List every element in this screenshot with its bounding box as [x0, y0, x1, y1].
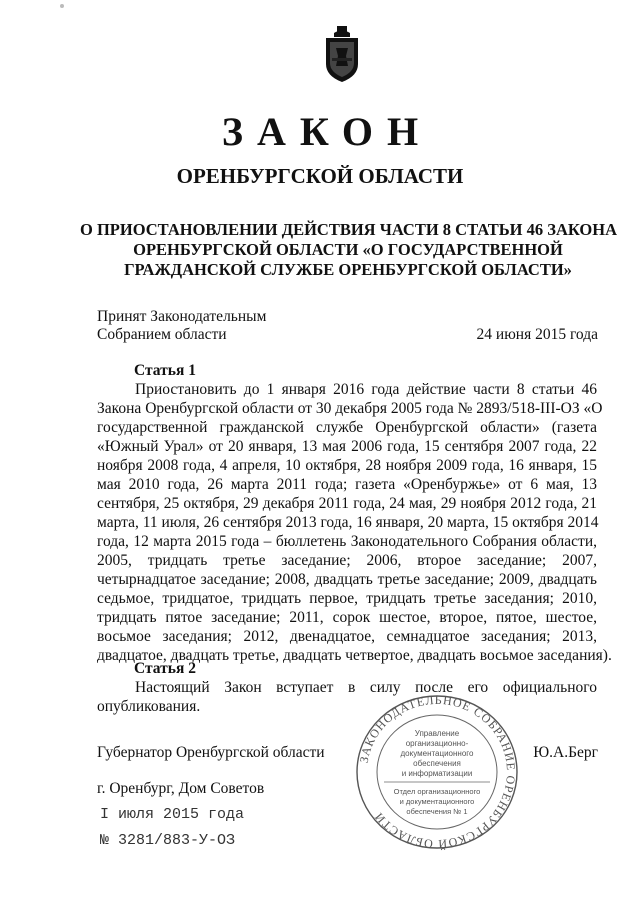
text-line: 2005, тридцать третье заседание; 2006, второе заседание; 2007, [97, 552, 597, 569]
svg-text:ЗАКОНОДАТЕЛЬНОЕ СОБРАНИЕ ОРЕНБ: ЗАКОНОДАТЕЛЬНОЕ СОБРАНИЕ ОРЕНБУРГСКОЙ ОБЛАСТИ [356, 692, 519, 852]
svg-text:документационного: документационного [400, 749, 474, 758]
official-seal-icon [352, 692, 522, 852]
text-line: ноября 2008 года, 4 апреля, 10 октября, 28 ноября 2009 года, 16 января, 15 [97, 457, 597, 474]
text-line: Приостановить до 1 января 2016 года действие части 8 статьи 46 [135, 381, 597, 398]
heading-line: ОРЕНБУРГСКОЙ ОБЛАСТИ «О ГОСУДАРСТВЕННОЙ [133, 240, 563, 259]
text-line: Настоящий Закон вступает в силу после его официального [135, 679, 597, 696]
heading-line: ГРАЖДАНСКОЙ СЛУЖБЕ ОРЕНБУРГСКОЙ ОБЛАСТИ» [124, 260, 572, 279]
document-subtitle: ОРЕНБУРГСКОЙ ОБЛАСТИ [176, 164, 464, 188]
adopted-by [97, 308, 266, 344]
article-1-title: Статья 1 [134, 362, 196, 379]
governor-signature-name: Ю.А.Берг [533, 744, 598, 761]
svg-text:Отдел организационного: Отдел организационного [393, 787, 481, 796]
text-line: двадцатое, двадцать третье, двадцать четвертое, двадцать восьмое заседания). [97, 647, 612, 664]
text-line: сентября, 25 октября, 29 декабря 2011 года, 24 мая, 29 ноября 2012 года, 21 [97, 495, 597, 512]
coat-of-arms-icon [324, 26, 360, 82]
heading-line: О ПРИОСТАНОВЛЕНИИ ДЕЙСТВИЯ ЧАСТИ 8 СТАТЬИ 46 ЗАКОНА [80, 220, 618, 239]
text-line: года, 12 марта 2015 года – бюллетень Законодательного Собрания области, [97, 533, 597, 550]
text-line: опубликования. [97, 698, 201, 715]
text-line: тридцать пятое заседание; 2011, сорок шестое, второе, пятое, шестое, [97, 609, 597, 626]
document-title: ЗАКОН [221, 109, 433, 154]
text-line: государственной гражданской службе Оренбургской области» (газета [97, 419, 597, 436]
svg-text:и информатизации: и информатизации [401, 769, 473, 778]
svg-text:организационно-: организационно- [405, 739, 469, 748]
adopted-line: Собранием области [97, 326, 227, 343]
article-2-text [97, 678, 597, 716]
registration-date: I июля 2015 года [100, 806, 245, 823]
svg-text:обеспечения № 1: обеспечения № 1 [406, 807, 468, 816]
text-line: четырнадцатое заседание; 2008, двадцать третье заседание; 2009, двадцать [97, 571, 597, 588]
text-line: мая 2010 года, 26 марта 2011 года; газета «Оренбуржье» от 6 мая, 13 [97, 476, 597, 493]
scan-speck [60, 4, 64, 8]
law-heading [80, 220, 616, 280]
article-1-text [97, 380, 612, 665]
governor-title: Губернатор Оренбургской области [97, 744, 325, 761]
registration-number: № 3281/883-У-ОЗ [100, 832, 236, 849]
adopted-line: Принят Законодательным [97, 308, 267, 325]
text-line: седьмое, тридцатое, тридцать первое, тридцать третье заседания; 2010, [97, 590, 597, 607]
text-line: марта, 11 июля, 26 сентября 2013 года, 16 января, 20 марта, 15 октября 2014 [97, 514, 599, 531]
adopted-date: 24 июня 2015 года [476, 326, 598, 343]
article-2-title: Статья 2 [134, 660, 196, 677]
svg-text:и документационного: и документационного [399, 797, 475, 806]
signing-place: г. Оренбург, Дом Советов [97, 780, 265, 797]
svg-text:Управление: Управление [414, 729, 460, 738]
text-line: восьмое заседания; 2012, двенадцатое, семнадцатое заседания; 2013, [97, 628, 597, 645]
text-line: «Южный Урал» от 20 января, 13 мая 2006 года, 15 сентября 2007 года, 22 [97, 438, 597, 455]
svg-text:обеспечения: обеспечения [413, 759, 461, 768]
text-line: Закона Оренбургской области от 30 декабря 2005 года № 2893/518-III-ОЗ «О [97, 400, 603, 417]
